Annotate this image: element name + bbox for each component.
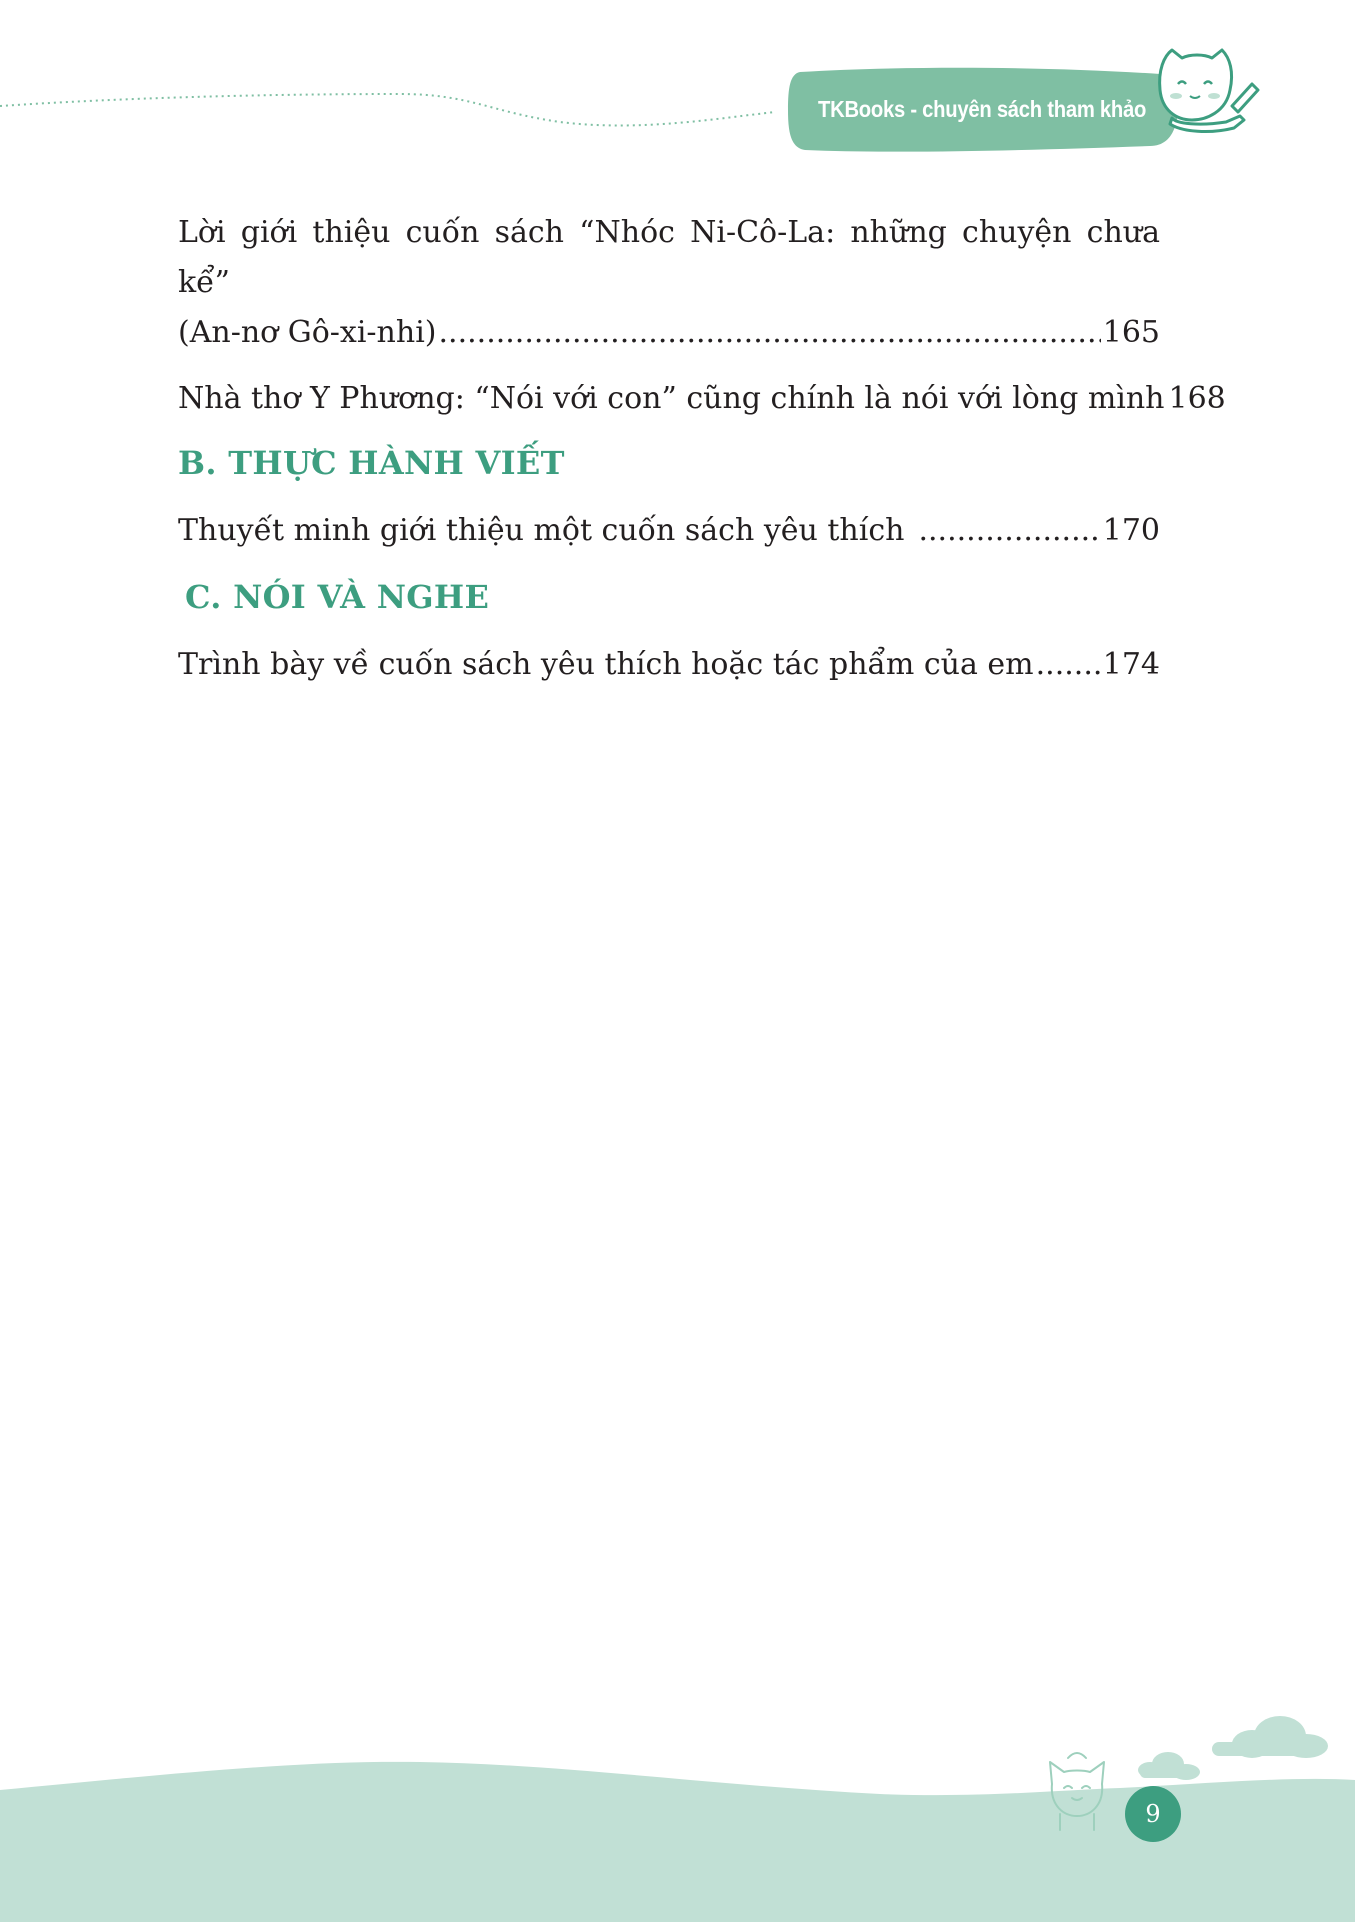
toc-entry-1-page: 165 [1102, 315, 1160, 350]
toc-entry-4[interactable] [178, 640, 1160, 690]
toc-entry-1[interactable] [178, 208, 1160, 358]
toc-entry-1-title: Lời giới thiệu cuốn sách “Nhóc Ni-Cô-La: những chuyện chưa kể” [178, 215, 1160, 300]
dotted-wave-line [0, 94, 775, 126]
header-label: TKBooks - chuyên sách tham khảo [818, 96, 1147, 122]
toc-entry-3[interactable] [178, 506, 1160, 556]
cat-mascot-icon [1160, 50, 1258, 131]
toc-entry-2[interactable] [178, 374, 1226, 424]
toc-entry-4-page: 174 [1102, 647, 1160, 682]
toc-entry-2-page: 168 [1168, 381, 1226, 416]
toc-entry-1-title-cont: (An-nơ Gô-xi-nhi) [178, 315, 437, 350]
cloud-icon [1212, 1716, 1328, 1758]
section-heading-c: C. NÓI VÀ NGHE [185, 578, 490, 616]
table-of-contents [178, 208, 1226, 690]
dot-leader [918, 506, 1100, 556]
toc-entry-4-title: Trình bày về cuốn sách yêu thích hoặc tác phẩm của em [178, 647, 1034, 682]
dot-leader [439, 308, 1101, 358]
toc-entry-2-title: Nhà thơ Y Phương: “Nói với con” cũng chính là nói với lòng mình [178, 381, 1165, 416]
toc-entry-3-page: 170 [1102, 513, 1160, 548]
header-decoration [0, 0, 1355, 170]
toc-entry-3-title: Thuyết minh giới thiệu một cuốn sách yêu thích [178, 513, 905, 548]
dot-leader [1036, 640, 1101, 690]
page-number-badge: 9 [1125, 1786, 1181, 1842]
section-heading-b: B. THỰC HÀNH VIẾT [178, 444, 565, 482]
small-cloud-icon [1138, 1752, 1200, 1780]
